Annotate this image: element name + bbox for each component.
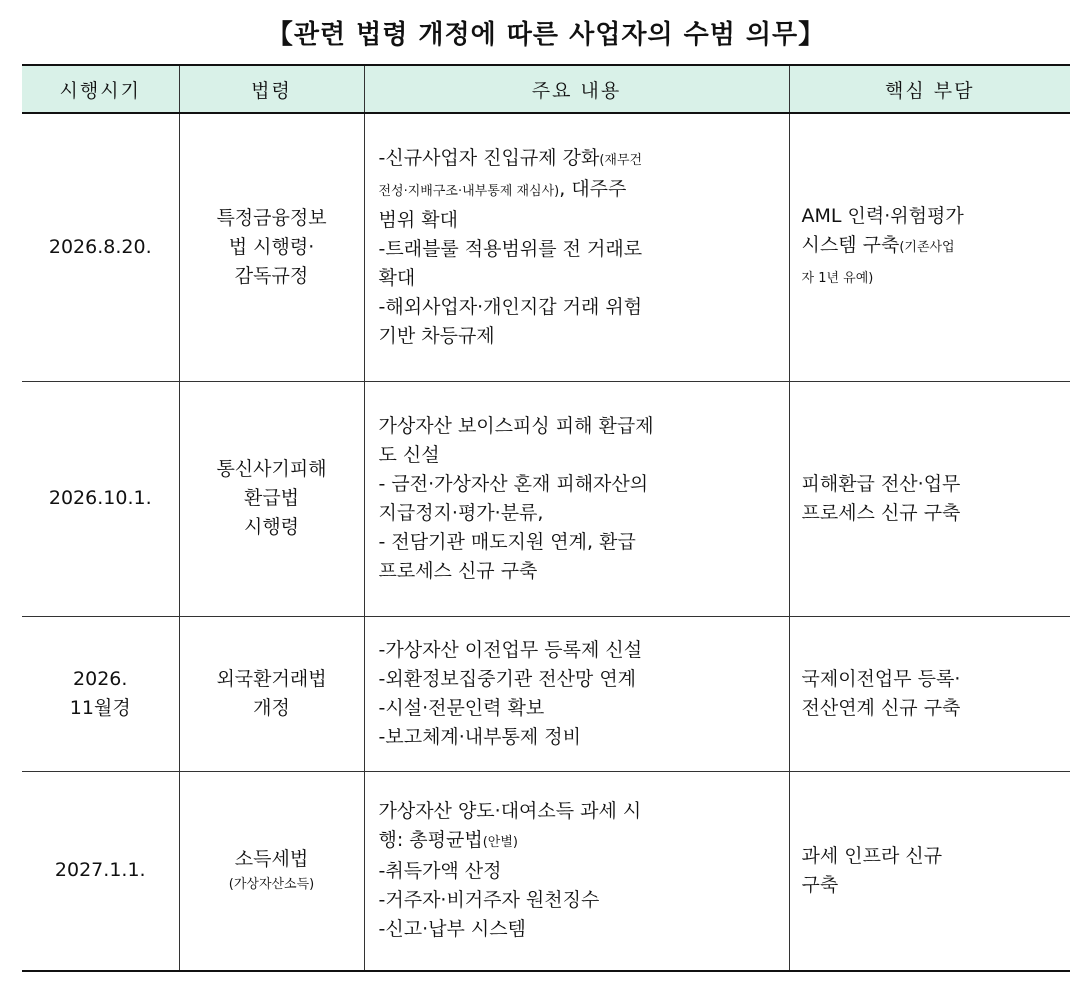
header-date: 시행시기	[22, 65, 179, 113]
law-note: (가상자산소득)	[228, 877, 315, 893]
content-text: -외환정보집중기관 전산망 연계	[378, 667, 637, 690]
burden-line	[802, 842, 1059, 871]
cell-burden	[789, 381, 1070, 616]
burden-text: 프로세스 신규 구축	[801, 501, 961, 524]
cell-content	[364, 381, 789, 616]
content-line	[379, 293, 779, 322]
burden-line	[802, 470, 1059, 499]
cell-content	[364, 771, 789, 971]
header-content: 주요 내용	[364, 65, 789, 113]
date-line: 2027.1.1.	[54, 859, 146, 882]
content-line	[379, 528, 779, 557]
content-text: -취득가액 산정	[378, 860, 502, 883]
content-text: 가상자산 양도·대여소득 과세 시	[378, 800, 642, 823]
content-line	[379, 235, 779, 264]
table-row	[22, 113, 1070, 381]
content-line	[379, 206, 779, 235]
content-line	[379, 264, 779, 293]
content-line	[379, 144, 779, 175]
content-text: 범위 확대	[378, 208, 458, 231]
content-text: -가상자산 이전업무 등록제 신설	[378, 638, 643, 661]
cell-burden	[789, 771, 1070, 971]
content-note: (재무건	[599, 152, 643, 168]
burden-line	[802, 202, 1059, 231]
burden-text: 전산연계 신규 구축	[801, 696, 961, 719]
date-line: 11월경	[69, 696, 131, 719]
content-text: - 금전·가상자산 혼재 피해자산의	[378, 472, 649, 495]
content-line	[379, 470, 779, 499]
cell-law	[179, 381, 364, 616]
content-text: - 전담기관 매도지원 연계, 환급	[378, 530, 636, 553]
content-text: 도 신설	[378, 443, 440, 466]
header-burden: 핵심 부담	[789, 65, 1070, 113]
document-title: 【관련 법령 개정에 따른 사업자의 수범 의무】	[266, 20, 826, 50]
law-line: 외국환거래법	[216, 667, 327, 690]
content-note: (안별)	[482, 835, 518, 851]
content-line	[379, 175, 779, 206]
content-line	[379, 694, 779, 723]
cell-content	[364, 616, 789, 771]
burden-text: 시스템 구축	[801, 233, 900, 256]
law-line: 개정	[253, 696, 290, 719]
date-line: 2026.8.20.	[48, 235, 152, 258]
burden-line	[802, 231, 1059, 262]
cell-burden	[789, 616, 1070, 771]
content-line	[379, 499, 779, 528]
content-line	[379, 636, 779, 665]
table-row	[22, 616, 1070, 771]
content-note: 전성·지배구조·내부통제 재심사)	[378, 183, 560, 199]
content-text: -신고·납부 시스템	[378, 918, 526, 941]
law-line: 시행령	[243, 516, 300, 538]
law-line: 특정금융정보	[216, 206, 327, 229]
header-law: 법령	[179, 65, 364, 113]
burden-text: 국제이전업무 등록·	[801, 667, 961, 690]
burden-line	[802, 694, 1059, 723]
cell-law	[179, 771, 364, 971]
content-text: -거주자·비거주자 원천징수	[378, 889, 600, 912]
content-text: 기반 차등규제	[378, 324, 495, 347]
date-line: 2026.	[73, 667, 128, 690]
table-row	[22, 381, 1070, 616]
cell-date	[22, 113, 179, 381]
content-line	[379, 322, 779, 351]
cell-date	[22, 381, 179, 616]
cell-burden	[789, 113, 1070, 381]
table-header-row	[22, 65, 1070, 113]
content-line	[379, 915, 779, 944]
law-line: 통신사기피해	[216, 458, 327, 480]
cell-date	[22, 616, 179, 771]
content-text: -시설·전문인력 확보	[378, 696, 545, 719]
content-line	[379, 797, 779, 826]
burden-line	[802, 262, 1059, 293]
content-text: 가상자산 보이스피싱 피해 환급제	[378, 414, 654, 437]
law-line: 법 시행령·	[228, 235, 315, 258]
content-line	[379, 886, 779, 915]
content-text: 확대	[378, 266, 416, 289]
burden-text: AML 인력·위험평가	[801, 204, 964, 227]
content-line	[379, 557, 779, 586]
law-line: 환급법	[243, 487, 300, 509]
burden-line	[802, 499, 1059, 528]
content-text: 행: 총평균법	[378, 829, 483, 852]
law-obligation-table	[22, 64, 1070, 972]
burden-note: 자 1년 유예)	[801, 270, 874, 286]
content-text: -신규사업자 진입규제 강화	[378, 146, 600, 169]
content-line	[379, 723, 779, 752]
burden-line	[802, 871, 1059, 900]
cell-law	[179, 113, 364, 381]
content-text: 지급정지·평가·분류,	[378, 501, 544, 524]
law-line: 감독규정	[234, 264, 309, 287]
content-line	[379, 412, 779, 441]
content-text: , 대주주	[559, 177, 627, 200]
burden-text: 과세 인프라 신규	[801, 844, 943, 867]
law-line: 소득세법	[234, 848, 309, 871]
content-text: 프로세스 신규 구축	[378, 559, 538, 582]
content-line	[379, 857, 779, 886]
date-line: 2026.10.1.	[48, 487, 152, 509]
cell-content	[364, 113, 789, 381]
burden-text: 피해환급 전산·업무	[801, 472, 961, 495]
content-line	[379, 441, 779, 470]
burden-note: (기존사업	[899, 239, 955, 255]
cell-law	[179, 616, 364, 771]
content-line	[379, 665, 779, 694]
content-text: -보고체계·내부통제 정비	[378, 725, 581, 748]
table-row	[22, 771, 1070, 971]
burden-line	[802, 665, 1059, 694]
content-text: -해외사업자·개인지갑 거래 위험	[378, 295, 643, 318]
burden-text: 구축	[801, 873, 839, 896]
cell-date	[22, 771, 179, 971]
content-line	[379, 826, 779, 857]
content-text: -트래블룰 적용범위를 전 거래로	[378, 237, 643, 260]
